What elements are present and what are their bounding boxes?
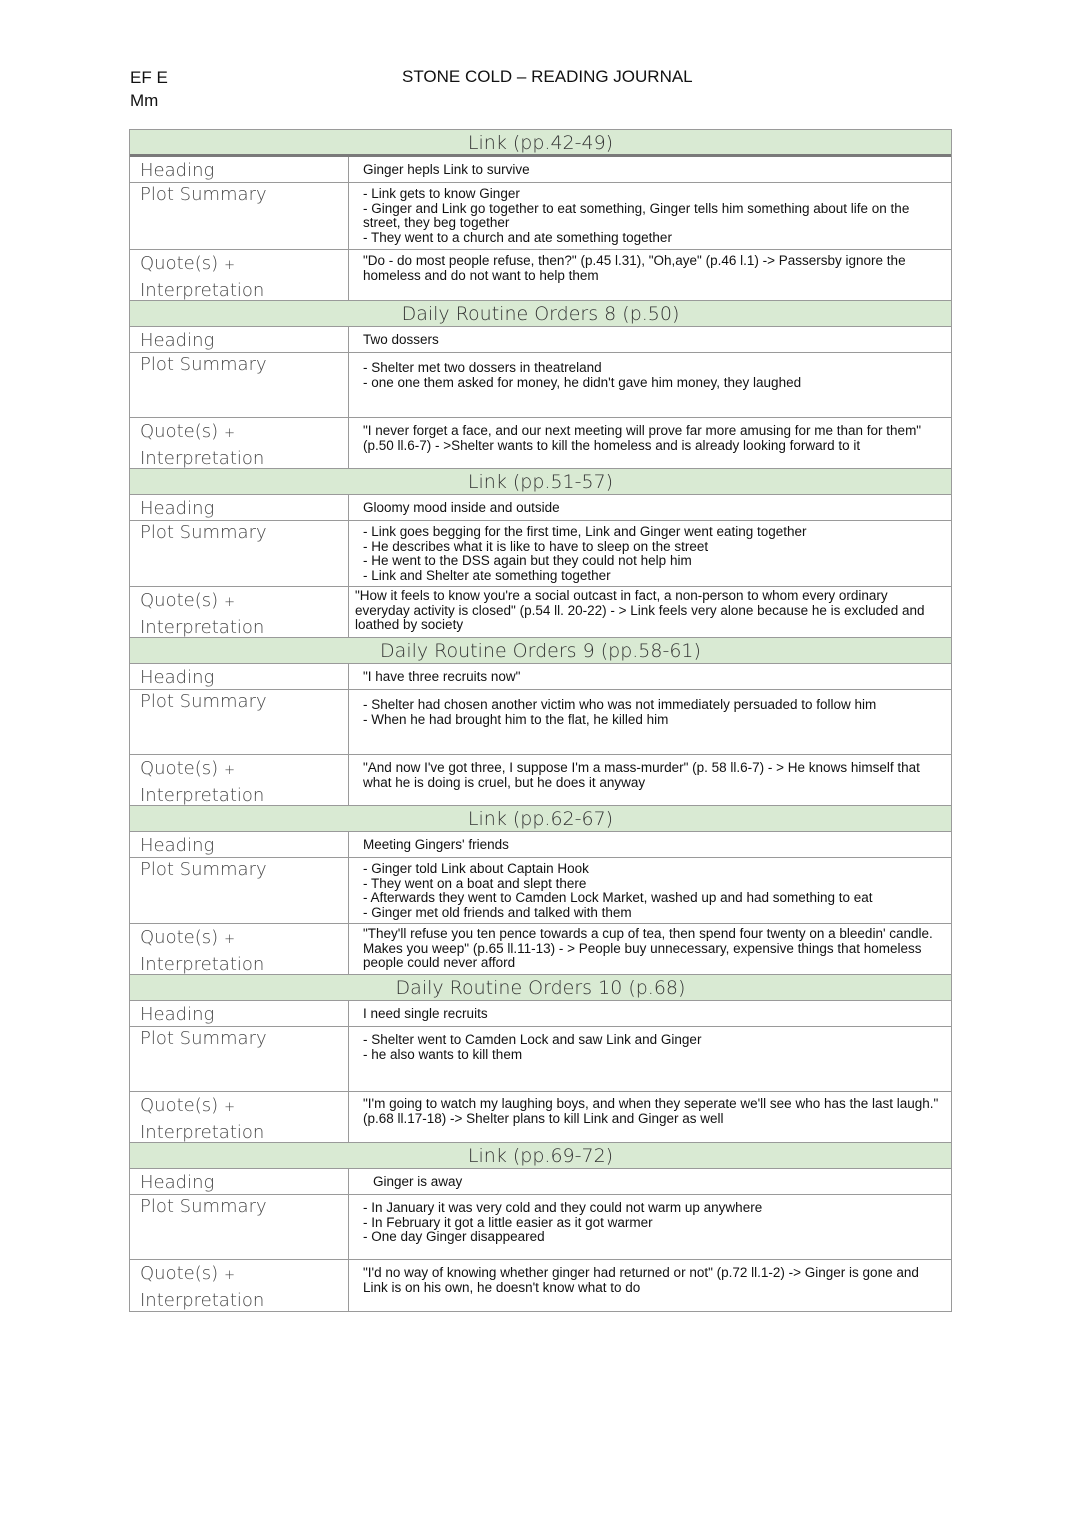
plus-sign: + — [224, 763, 236, 778]
quote-label — [130, 755, 349, 805]
plot-line: - Shelter went to Camden Lock and saw Link and Ginger — [363, 1032, 702, 1047]
initials-line-2: Mm — [130, 91, 159, 110]
quote-row — [130, 924, 951, 975]
quote-label-text: Quote(s) — [140, 927, 219, 948]
plot-line: - In January it was very cold and they could not warm up anywhere — [363, 1200, 763, 1215]
plot-label: Plot Summary — [130, 1195, 349, 1259]
heading-row — [130, 327, 951, 353]
heading-row — [130, 495, 951, 521]
plot-value — [349, 1195, 951, 1259]
plot-line: - One day Ginger disappeared — [363, 1229, 545, 1245]
plot-row — [130, 1027, 951, 1092]
initials-line-1: EF E — [130, 68, 168, 87]
plot-line: - one one them asked for money, he didn't gave him money, they laughed — [363, 374, 802, 390]
plot-value — [349, 183, 951, 249]
plot-line: - Link gets to know Ginger — [363, 186, 520, 201]
quote-label — [130, 1092, 349, 1142]
quote-row — [130, 1260, 951, 1311]
interpretation-label: Interpretation — [140, 1290, 265, 1311]
heading-label: Heading — [130, 1169, 349, 1194]
page-title: STONE COLD – READING JOURNAL — [402, 67, 693, 86]
heading-label: Heading — [130, 832, 349, 857]
plot-row — [130, 690, 951, 755]
heading-row — [130, 157, 951, 183]
plot-label: Plot Summary — [130, 353, 349, 417]
section-title: Daily Routine Orders 10 (p.68) — [130, 975, 951, 1001]
plot-line: - He describes what it is like to have to sleep on the street — [363, 538, 709, 554]
plot-line: - Shelter met two dossers in theatreland — [363, 360, 602, 375]
plus-sign: + — [224, 1268, 236, 1283]
quote-value: "And now I've got three, I suppose I'm a mass-murder" (p. 58 ll.6-7) - > He knows himself that what he is doing is cruel, but he does it anyway — [363, 760, 920, 790]
plot-value — [349, 690, 951, 754]
quote-label-text: Quote(s) — [140, 1095, 219, 1116]
heading-value: Two dossers — [363, 332, 439, 347]
quote-value: "They'll refuse you ten pence towards a cup of tea, then spend four twenty on a bleedin' candle. Makes you weep" (p.65 ll.11-13) - > People buy unnecessary, expensive things that homeless people could never afford — [363, 926, 933, 971]
heading-row — [130, 664, 951, 690]
quote-label — [130, 587, 349, 637]
interpretation-label: Interpretation — [140, 954, 265, 975]
quote-row — [130, 418, 951, 469]
plot-line: - Ginger met old friends and talked with them — [363, 904, 632, 920]
plot-value — [349, 521, 951, 586]
heading-value: Gloomy mood inside and outside — [363, 500, 560, 515]
plot-value — [349, 1027, 951, 1091]
journal-table — [129, 129, 952, 1312]
quote-label-text: Quote(s) — [140, 253, 219, 274]
quote-row — [130, 1092, 951, 1143]
section-title: Link (pp.69-72) — [130, 1143, 951, 1169]
heading-value: I need single recruits — [363, 1006, 488, 1021]
heading-label: Heading — [130, 495, 349, 520]
plot-line: - Link goes begging for the first time, Link and Ginger went eating together — [363, 524, 807, 539]
heading-label: Heading — [130, 664, 349, 689]
plot-line: - In February it got a little easier as it got warmer — [363, 1214, 653, 1230]
quote-value: "I'm going to watch my laughing boys, and when they seperate we'll see who has the last laugh." (p.68 ll.17-18) -> Shelter plans to kill Link and Ginger as well — [363, 1096, 939, 1126]
section-title: Daily Routine Orders 9 (pp.58-61) — [130, 638, 951, 664]
plot-label: Plot Summary — [130, 521, 349, 586]
plot-row — [130, 353, 951, 418]
section-title: Link (pp.42-49) — [130, 130, 951, 157]
plot-label: Plot Summary — [130, 183, 349, 249]
plot-line: - Ginger told Link about Captain Hook — [363, 861, 589, 876]
plot-line: - he also wants to kill them — [363, 1046, 523, 1062]
quote-label — [130, 250, 349, 300]
plot-line: - They went to a church and ate something together — [363, 229, 672, 245]
quote-value: "Do - do most people refuse, then?" (p.45 l.31), "Oh,aye" (p.46 l.1) -> Passersby ignore the homeless and do not want to help them — [363, 253, 906, 283]
plus-sign: + — [224, 258, 236, 273]
quote-row — [130, 587, 951, 638]
section-title: Link (pp.51-57) — [130, 469, 951, 495]
interpretation-label: Interpretation — [140, 280, 265, 301]
plot-line: - Link and Shelter ate something together — [363, 567, 611, 583]
heading-value: "I have three recruits now" — [363, 669, 521, 684]
plus-sign: + — [224, 426, 236, 441]
heading-row — [130, 832, 951, 858]
plot-line: - When he had brought him to the flat, he killed him — [363, 711, 669, 727]
quote-label — [130, 418, 349, 468]
heading-row — [130, 1169, 951, 1195]
quote-label-text: Quote(s) — [140, 1263, 219, 1284]
plot-line: - Ginger and Link go together to eat something, Ginger tells him something about life on the street, they beg together — [363, 200, 910, 231]
plot-row — [130, 858, 951, 924]
quote-row — [130, 250, 951, 301]
author-initials — [130, 66, 168, 112]
heading-label: Heading — [130, 327, 349, 352]
interpretation-label: Interpretation — [140, 448, 265, 469]
plot-value — [349, 353, 951, 417]
heading-value: Meeting Gingers' friends — [363, 837, 509, 852]
heading-label: Heading — [130, 1001, 349, 1026]
quote-label-text: Quote(s) — [140, 758, 219, 779]
plot-row — [130, 183, 951, 250]
plot-line: - Shelter had chosen another victim who was not immediately persuaded to follow him — [363, 697, 877, 712]
plus-sign: + — [224, 1100, 236, 1115]
interpretation-label: Interpretation — [140, 1122, 265, 1143]
heading-label: Heading — [130, 157, 349, 182]
section-title: Link (pp.62-67) — [130, 806, 951, 832]
plot-label: Plot Summary — [130, 1027, 349, 1091]
plus-sign: + — [224, 595, 236, 610]
quote-label — [130, 924, 349, 974]
plot-line: - Afterwards they went to Camden Lock Market, washed up and had something to eat — [363, 890, 873, 906]
section-title: Daily Routine Orders 8 (p.50) — [130, 301, 951, 327]
quote-row — [130, 755, 951, 806]
quote-value: "How it feels to know you're a social outcast in fact, a non-person to whom every ordinary everyday activity is closed" (p.54 ll. 20-22) - > Link feels very alone because he is excluded and loathed by society — [355, 588, 925, 633]
plot-label: Plot Summary — [130, 690, 349, 754]
quote-label-text: Quote(s) — [140, 590, 219, 611]
plot-line: - He went to the DSS again but they could not help him — [363, 553, 692, 569]
plot-label: Plot Summary — [130, 858, 349, 923]
quote-value: "I never forget a face, and our next meeting will prove far more amusing for me than for them" (p.50 ll.6-7) - >Shelter wants to kill the homeless and is already looking forward to it — [363, 423, 922, 453]
quote-label-text: Quote(s) — [140, 421, 219, 442]
interpretation-label: Interpretation — [140, 785, 265, 806]
plus-sign: + — [224, 932, 236, 947]
heading-value: Ginger hepls Link to survive — [363, 162, 530, 177]
quote-value: "I'd no way of knowing whether ginger had returned or not" (p.72 ll.1-2) -> Ginger is gone and Link is on his own, he doesn't know what to do — [363, 1265, 919, 1295]
interpretation-label: Interpretation — [140, 617, 265, 638]
plot-value — [349, 858, 951, 923]
plot-line: - They went on a boat and slept there — [363, 875, 587, 891]
quote-label — [130, 1260, 349, 1311]
plot-row — [130, 521, 951, 587]
plot-row — [130, 1195, 951, 1260]
heading-value: Ginger is away — [373, 1174, 463, 1189]
heading-row — [130, 1001, 951, 1027]
